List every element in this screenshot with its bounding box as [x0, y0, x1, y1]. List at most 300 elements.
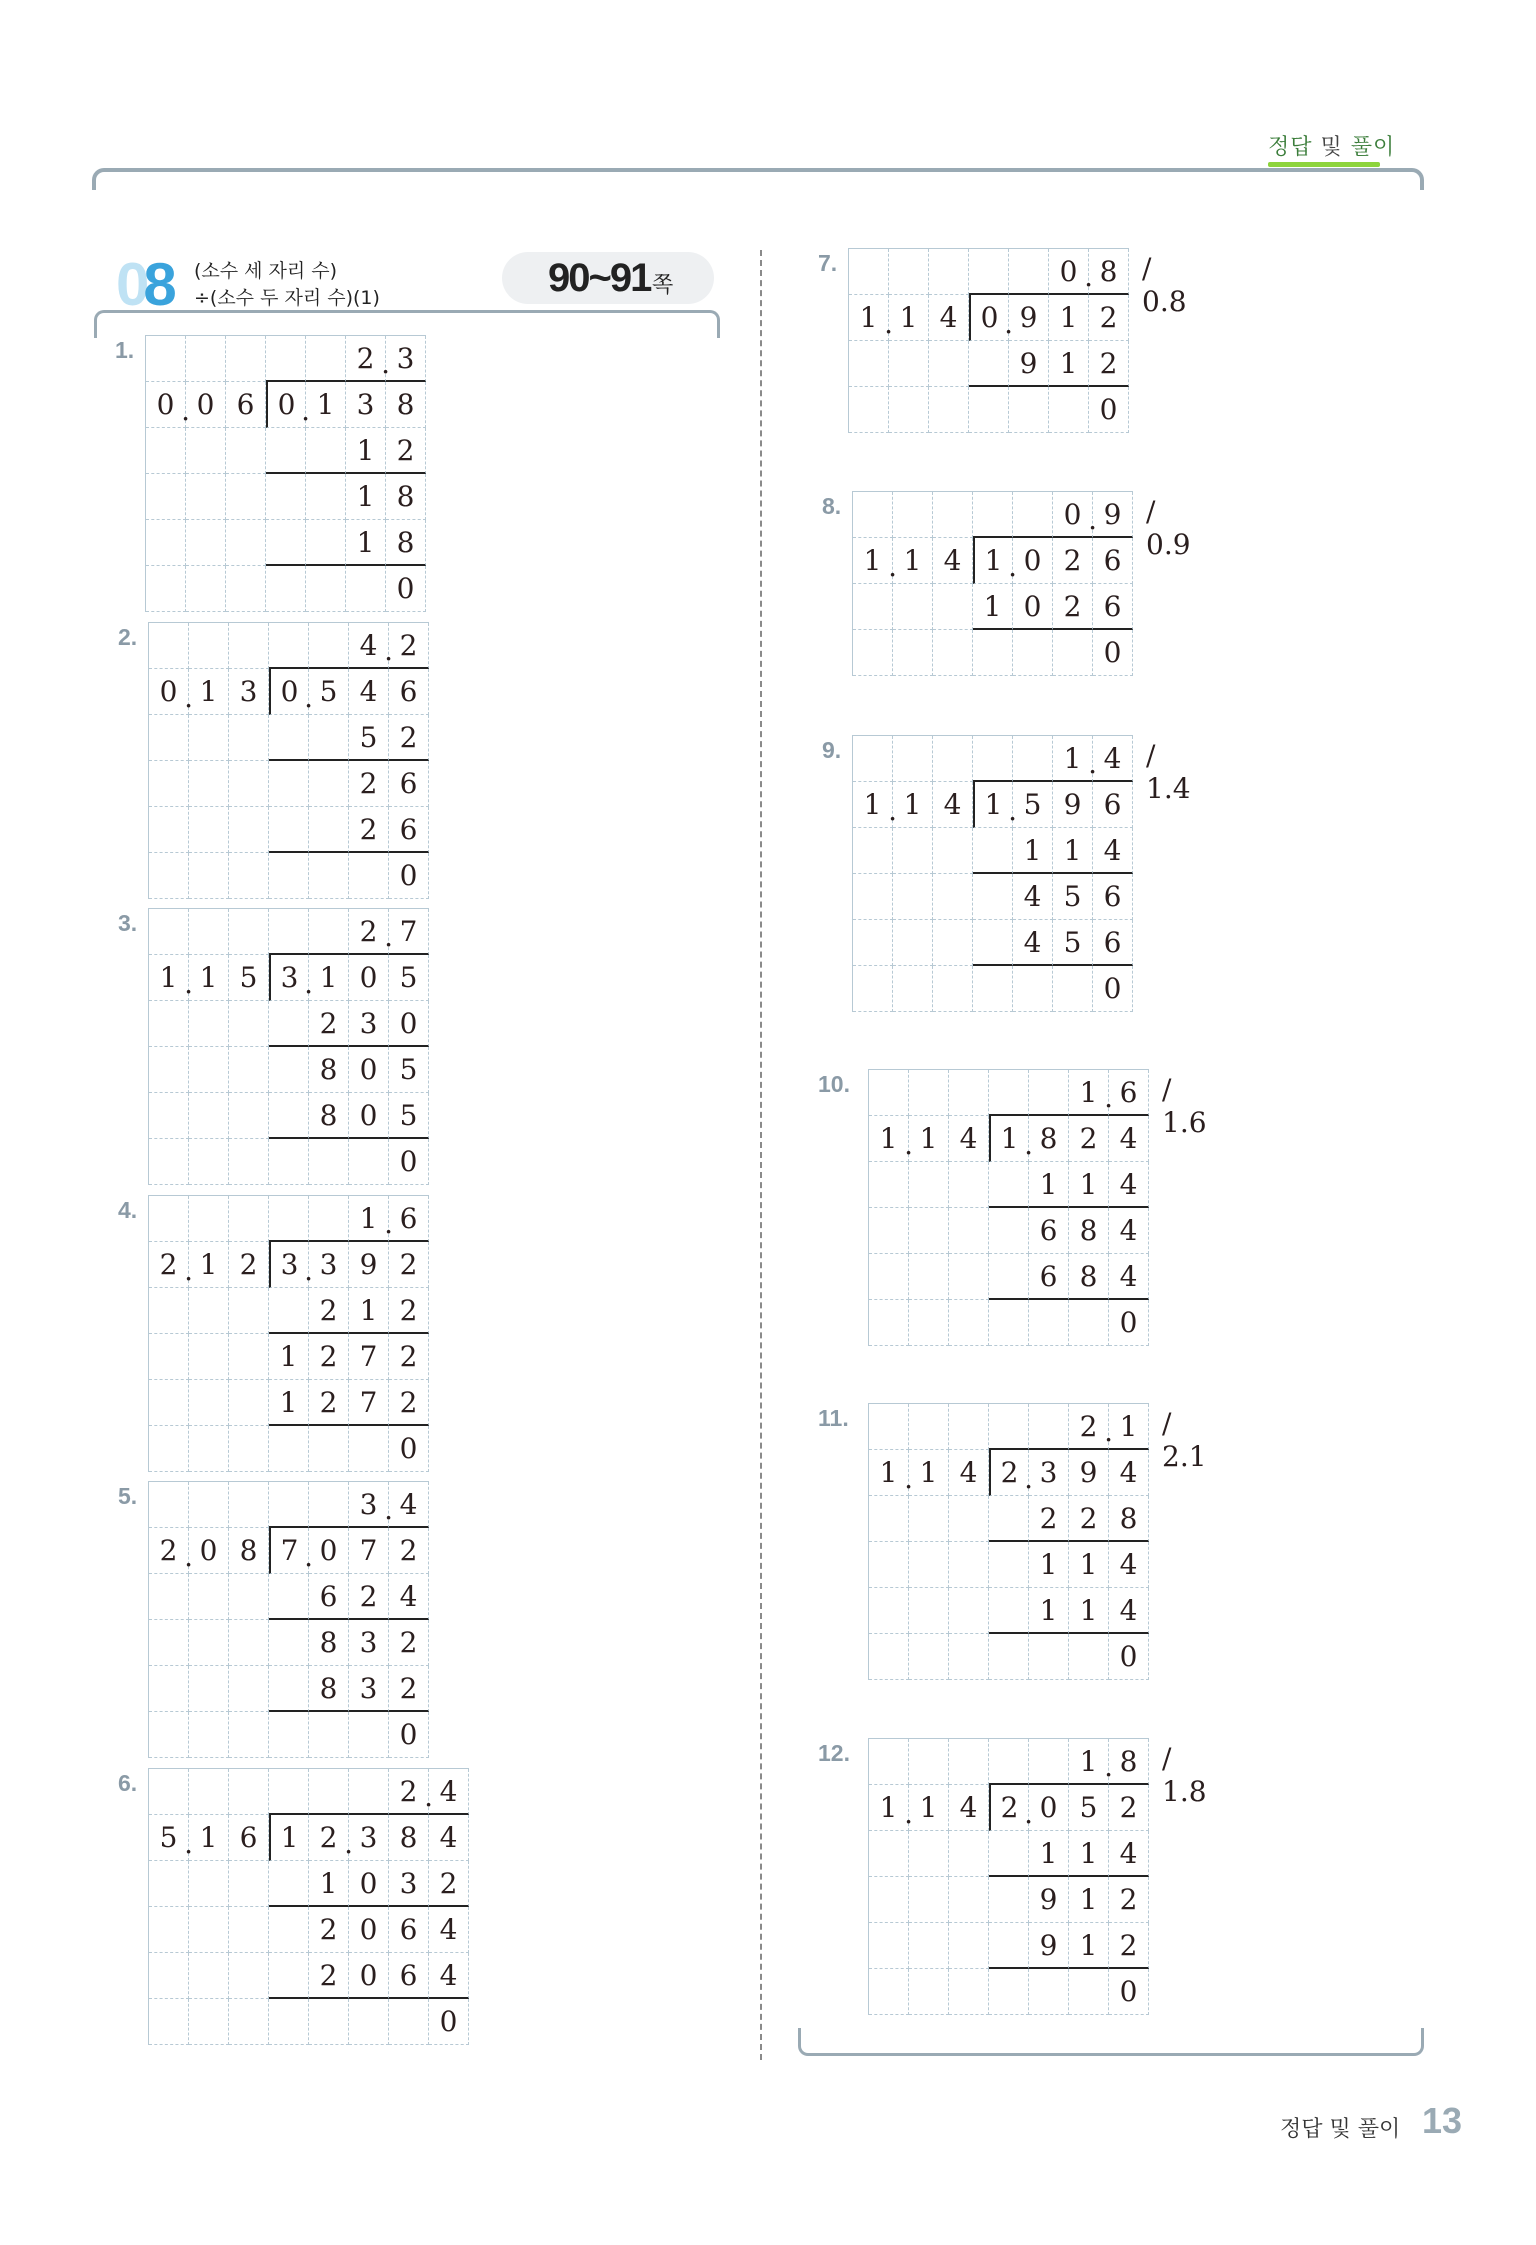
- grid-cell: 1 .: [869, 1450, 909, 1496]
- grid-cell: 1 .: [869, 1785, 909, 1831]
- grid-cell: [933, 966, 973, 1012]
- grid-cell: 6: [1093, 782, 1133, 828]
- grid-cell: [269, 807, 309, 853]
- grid-cell: 0: [389, 1139, 429, 1185]
- grid-row: [149, 955, 429, 1001]
- grid-cell: [909, 1542, 949, 1588]
- grid-cell: 1: [1069, 1831, 1109, 1877]
- long-division-grid: [868, 1738, 1149, 2015]
- grid-cell: [909, 1070, 949, 1116]
- page-number: 13: [1422, 2100, 1463, 2141]
- grid-row: [869, 1404, 1149, 1450]
- problem-number: 8.: [822, 493, 842, 519]
- grid-cell: [1029, 1969, 1069, 2015]
- grid-cell: [149, 1953, 189, 1999]
- grid-cell: 0: [349, 1861, 389, 1907]
- grid-cell: 9: [1009, 341, 1049, 387]
- grid-cell: [929, 387, 969, 433]
- grid-cell: [269, 909, 309, 955]
- grid-cell: 3: [389, 1861, 429, 1907]
- grid-cell: [226, 520, 266, 566]
- grid-cell: [309, 1712, 349, 1758]
- grid-cell: [989, 1831, 1029, 1877]
- grid-cell: 4: [389, 1482, 429, 1528]
- grid-cell: [973, 492, 1013, 538]
- grid-cell: 5: [229, 955, 269, 1001]
- grid-cell: 2: [389, 1380, 429, 1426]
- grid-cell: [266, 566, 306, 612]
- long-division-grid: [868, 1069, 1149, 1346]
- grid-cell: 6: [1093, 584, 1133, 630]
- grid-cell: [149, 1574, 189, 1620]
- grid-row: [853, 920, 1133, 966]
- grid-cell: 1: [1069, 1542, 1109, 1588]
- grid-row: [853, 538, 1133, 584]
- grid-cell: 8: [309, 1620, 349, 1666]
- grid-cell: 4: [1109, 1254, 1149, 1300]
- grid-row: [149, 1288, 429, 1334]
- grid-cell: 6: [389, 1196, 429, 1242]
- grid-cell: 2: [1089, 295, 1129, 341]
- grid-cell: 2: [1069, 1116, 1109, 1162]
- grid-cell: 3: [349, 1001, 389, 1047]
- grid-cell: [229, 1047, 269, 1093]
- grid-row: [149, 1139, 429, 1185]
- grid-row: [149, 1196, 429, 1242]
- grid-cell: 6: [1029, 1208, 1069, 1254]
- grid-cell: 9: [1069, 1450, 1109, 1496]
- grid-cell: 5: [389, 1047, 429, 1093]
- grid-cell: [349, 1426, 389, 1472]
- grid-cell: 1: [309, 1861, 349, 1907]
- grid-cell: 1: [973, 584, 1013, 630]
- grid-cell: [869, 1542, 909, 1588]
- header-title-part3: 풀이: [1350, 135, 1396, 160]
- grid-cell: [309, 623, 349, 669]
- grid-cell: [149, 715, 189, 761]
- grid-cell: 0: [386, 566, 426, 612]
- grid-row: [149, 1047, 429, 1093]
- grid-cell: [229, 1426, 269, 1472]
- grid-cell: 7 .: [269, 1528, 309, 1574]
- grid-cell: [309, 1196, 349, 1242]
- grid-cell: [229, 761, 269, 807]
- problem-number: 4.: [118, 1197, 138, 1223]
- grid-cell: 0: [1029, 1785, 1069, 1831]
- grid-cell: 2: [309, 1907, 349, 1953]
- grid-cell: [989, 1070, 1029, 1116]
- grid-cell: [949, 1254, 989, 1300]
- grid-cell: [186, 474, 226, 520]
- grid-cell: [929, 341, 969, 387]
- grid-cell: [1029, 1070, 1069, 1116]
- grid-cell: [869, 1496, 909, 1542]
- grid-cell: [973, 828, 1013, 874]
- grid-cell: 6: [1109, 1070, 1149, 1116]
- problem-number: 9.: [822, 737, 842, 763]
- grid-cell: [989, 1923, 1029, 1969]
- grid-cell: [989, 1300, 1029, 1346]
- grid-cell: [346, 566, 386, 612]
- grid-cell: [189, 1861, 229, 1907]
- grid-cell: 3: [349, 1666, 389, 1712]
- problem-number: 12.: [818, 1740, 850, 1766]
- grid-cell: 8: [229, 1528, 269, 1574]
- grid-cell: [226, 566, 266, 612]
- grid-cell: 1: [309, 955, 349, 1001]
- grid-cell: 3: [386, 336, 426, 382]
- grid-cell: [186, 520, 226, 566]
- grid-cell: [869, 1634, 909, 1680]
- grid-cell: 0: [309, 1528, 349, 1574]
- problem-number: 3.: [118, 910, 138, 936]
- grid-cell: [929, 249, 969, 295]
- grid-cell: [309, 1999, 349, 2045]
- grid-cell: [889, 341, 929, 387]
- grid-cell: 0: [1093, 630, 1133, 676]
- grid-cell: [149, 909, 189, 955]
- grid-cell: [853, 736, 893, 782]
- grid-cell: 2: [429, 1861, 469, 1907]
- grid-cell: 1: [893, 782, 933, 828]
- grid-cell: 2: [1089, 341, 1129, 387]
- grid-cell: [909, 1634, 949, 1680]
- long-division-grid: [145, 335, 426, 612]
- grid-cell: [269, 853, 309, 899]
- grid-row: [869, 1450, 1149, 1496]
- grid-row: [149, 1334, 429, 1380]
- grid-cell: [949, 1634, 989, 1680]
- grid-cell: [1009, 387, 1049, 433]
- grid-cell: [269, 1001, 309, 1047]
- grid-cell: 0: [349, 1953, 389, 1999]
- grid-cell: [893, 584, 933, 630]
- grid-cell: [306, 336, 346, 382]
- grid-cell: 2: [389, 1666, 429, 1712]
- grid-cell: 4: [933, 782, 973, 828]
- grid-row: [149, 1620, 429, 1666]
- grid-cell: 4: [1093, 828, 1133, 874]
- grid-cell: 8: [309, 1093, 349, 1139]
- grid-row: [146, 520, 426, 566]
- grid-row: [149, 1712, 429, 1758]
- grid-cell: [309, 1769, 349, 1815]
- grid-cell: 1: [1069, 1923, 1109, 1969]
- grid-cell: [869, 1404, 909, 1450]
- grid-row: [149, 1907, 469, 1953]
- grid-cell: 1: [346, 474, 386, 520]
- grid-cell: [149, 623, 189, 669]
- grid-cell: 8: [309, 1666, 349, 1712]
- answer-text: / 1.6: [1162, 1073, 1207, 1139]
- grid-cell: [969, 249, 1009, 295]
- grid-cell: 1 .: [349, 1196, 389, 1242]
- grid-cell: [1029, 1300, 1069, 1346]
- grid-cell: 4: [1109, 1542, 1149, 1588]
- grid-row: [869, 1588, 1149, 1634]
- page-unit: 쪽: [652, 272, 674, 297]
- grid-cell: 1 .: [869, 1116, 909, 1162]
- grid-row: [869, 1208, 1149, 1254]
- grid-cell: [973, 630, 1013, 676]
- grid-row: [853, 782, 1133, 828]
- grid-cell: [149, 1139, 189, 1185]
- grid-cell: [933, 630, 973, 676]
- grid-row: [849, 341, 1129, 387]
- grid-row: [869, 1116, 1149, 1162]
- grid-cell: 0 .: [149, 669, 189, 715]
- grid-cell: [149, 1907, 189, 1953]
- grid-cell: 0: [389, 1426, 429, 1472]
- problem-number: 10.: [818, 1071, 850, 1097]
- grid-cell: 7: [389, 909, 429, 955]
- grid-cell: 8: [1029, 1116, 1069, 1162]
- grid-cell: [849, 387, 889, 433]
- page-range-tag: [502, 252, 714, 304]
- grid-cell: [869, 1739, 909, 1785]
- grid-cell: 0: [1089, 387, 1129, 433]
- grid-cell: 5: [1053, 920, 1093, 966]
- grid-cell: [149, 853, 189, 899]
- grid-cell: [149, 1426, 189, 1472]
- grid-cell: [149, 1482, 189, 1528]
- grid-cell: [229, 1288, 269, 1334]
- grid-cell: 1: [1029, 1588, 1069, 1634]
- grid-cell: [189, 1482, 229, 1528]
- grid-cell: [989, 1254, 1029, 1300]
- grid-cell: 1 .: [973, 538, 1013, 584]
- grid-cell: [933, 920, 973, 966]
- grid-cell: [949, 1542, 989, 1588]
- grid-cell: 2: [349, 761, 389, 807]
- grid-cell: [229, 1482, 269, 1528]
- grid-row: [149, 1815, 469, 1861]
- grid-cell: 1: [893, 538, 933, 584]
- grid-cell: [909, 1208, 949, 1254]
- grid-cell: 2 .: [389, 1769, 429, 1815]
- grid-cell: 4: [1013, 920, 1053, 966]
- grid-cell: 9: [1093, 492, 1133, 538]
- grid-cell: 1: [1013, 828, 1053, 874]
- grid-cell: [269, 1426, 309, 1472]
- problem-number: 2.: [118, 624, 138, 650]
- grid-cell: 1 .: [853, 782, 893, 828]
- grid-cell: [969, 387, 1009, 433]
- grid-cell: [309, 909, 349, 955]
- grid-row: [149, 807, 429, 853]
- grid-cell: 1: [346, 428, 386, 474]
- grid-cell: [889, 249, 929, 295]
- grid-cell: [349, 1999, 389, 2045]
- grid-cell: 3: [349, 1815, 389, 1861]
- grid-row: [146, 428, 426, 474]
- grid-cell: 2: [1029, 1496, 1069, 1542]
- grid-cell: [269, 715, 309, 761]
- section-number: 08: [116, 251, 171, 318]
- grid-cell: [349, 1712, 389, 1758]
- grid-cell: [893, 736, 933, 782]
- grid-cell: [853, 492, 893, 538]
- grid-cell: 4: [389, 1574, 429, 1620]
- grid-cell: [869, 1300, 909, 1346]
- grid-cell: 8: [1069, 1254, 1109, 1300]
- grid-cell: 8: [1089, 249, 1129, 295]
- grid-cell: 5: [389, 1093, 429, 1139]
- grid-row: [869, 1254, 1149, 1300]
- grid-row: [149, 1953, 469, 1999]
- grid-row: [853, 874, 1133, 920]
- grid-cell: [949, 1588, 989, 1634]
- grid-cell: 1: [306, 382, 346, 428]
- grid-cell: [149, 1999, 189, 2045]
- grid-cell: [229, 1196, 269, 1242]
- grid-cell: 0: [1109, 1300, 1149, 1346]
- grid-cell: [269, 1093, 309, 1139]
- grid-cell: 2 .: [149, 1528, 189, 1574]
- grid-cell: 8: [386, 382, 426, 428]
- grid-cell: 5: [1013, 782, 1053, 828]
- grid-cell: 4: [949, 1785, 989, 1831]
- grid-cell: 2: [1053, 584, 1093, 630]
- grid-cell: 2: [309, 1334, 349, 1380]
- grid-cell: 2 .: [346, 336, 386, 382]
- grid-cell: 4: [349, 669, 389, 715]
- grid-cell: 9: [1029, 1923, 1069, 1969]
- grid-cell: [949, 1300, 989, 1346]
- grid-cell: [1013, 630, 1053, 676]
- grid-cell: 2: [1109, 1877, 1149, 1923]
- grid-row: [853, 966, 1133, 1012]
- grid-cell: [189, 1712, 229, 1758]
- grid-cell: [989, 1969, 1029, 2015]
- grid-cell: [973, 966, 1013, 1012]
- grid-cell: [189, 1380, 229, 1426]
- grid-cell: [1049, 387, 1089, 433]
- grid-cell: [349, 853, 389, 899]
- grid-row: [149, 1769, 469, 1815]
- grid-cell: [989, 1208, 1029, 1254]
- grid-cell: 3: [229, 669, 269, 715]
- grid-cell: [909, 1254, 949, 1300]
- grid-cell: [989, 1542, 1029, 1588]
- section-heading: [110, 250, 720, 318]
- grid-cell: [949, 1831, 989, 1877]
- grid-row: [869, 1162, 1149, 1208]
- grid-cell: [266, 428, 306, 474]
- grid-cell: [189, 909, 229, 955]
- grid-cell: 1: [189, 1242, 229, 1288]
- grid-cell: 1: [909, 1116, 949, 1162]
- grid-cell: 1 .: [1069, 1739, 1109, 1785]
- grid-cell: [226, 474, 266, 520]
- grid-cell: [229, 807, 269, 853]
- grid-cell: [309, 715, 349, 761]
- grid-cell: 0 .: [969, 295, 1009, 341]
- grid-cell: 0: [389, 1001, 429, 1047]
- grid-cell: [869, 1254, 909, 1300]
- grid-cell: [229, 1861, 269, 1907]
- grid-cell: 1 .: [1053, 736, 1093, 782]
- grid-row: [149, 1482, 429, 1528]
- grid-cell: [189, 853, 229, 899]
- grid-cell: 4: [429, 1769, 469, 1815]
- grid-cell: [229, 1093, 269, 1139]
- grid-cell: 3: [309, 1242, 349, 1288]
- grid-cell: [189, 807, 229, 853]
- grid-cell: 3: [346, 382, 386, 428]
- grid-cell: [893, 630, 933, 676]
- long-division-grid: [868, 1403, 1149, 1680]
- grid-cell: [189, 1139, 229, 1185]
- grid-cell: [229, 1907, 269, 1953]
- grid-cell: [229, 1139, 269, 1185]
- grid-cell: 2: [309, 1001, 349, 1047]
- grid-cell: [849, 249, 889, 295]
- right-column-bracket: [798, 2028, 1424, 2056]
- grid-cell: 0 .: [266, 382, 306, 428]
- grid-cell: [269, 1769, 309, 1815]
- grid-cell: [306, 428, 346, 474]
- grid-cell: 4: [1109, 1162, 1149, 1208]
- grid-cell: [226, 428, 266, 474]
- grid-cell: 1: [269, 1380, 309, 1426]
- grid-cell: [229, 1953, 269, 1999]
- answer-text: / 0.9: [1146, 495, 1191, 561]
- grid-cell: [149, 1001, 189, 1047]
- grid-cell: [1029, 1739, 1069, 1785]
- grid-cell: 0: [1109, 1969, 1149, 2015]
- grid-row: [869, 1542, 1149, 1588]
- grid-cell: 1: [189, 669, 229, 715]
- grid-cell: [149, 761, 189, 807]
- grid-row: [849, 387, 1129, 433]
- section-title-line1: (소수 세 자리 수): [194, 260, 338, 282]
- grid-cell: [973, 874, 1013, 920]
- grid-cell: [973, 920, 1013, 966]
- grid-cell: [1013, 966, 1053, 1012]
- grid-cell: [933, 828, 973, 874]
- grid-cell: [949, 1877, 989, 1923]
- grid-cell: 2 .: [149, 1242, 189, 1288]
- grid-cell: 2: [389, 1620, 429, 1666]
- header-title-part2: 및: [1320, 135, 1343, 160]
- grid-cell: [949, 1070, 989, 1116]
- grid-row: [146, 336, 426, 382]
- grid-cell: [229, 1712, 269, 1758]
- grid-cell: [149, 1288, 189, 1334]
- grid-cell: [266, 474, 306, 520]
- grid-cell: 9: [1009, 295, 1049, 341]
- grid-cell: [853, 584, 893, 630]
- grid-cell: [189, 1620, 229, 1666]
- grid-cell: 1 .: [853, 538, 893, 584]
- grid-cell: [909, 1739, 949, 1785]
- grid-cell: [269, 623, 309, 669]
- grid-row: [869, 1969, 1149, 2015]
- grid-cell: [349, 1769, 389, 1815]
- grid-cell: [969, 341, 1009, 387]
- grid-cell: [989, 1404, 1029, 1450]
- grid-row: [853, 736, 1133, 782]
- grid-cell: [893, 966, 933, 1012]
- grid-cell: [853, 828, 893, 874]
- long-division-grid: [148, 1195, 429, 1472]
- grid-cell: 1: [1029, 1831, 1069, 1877]
- grid-cell: 2: [1109, 1785, 1149, 1831]
- grid-cell: [869, 1831, 909, 1877]
- grid-cell: [853, 874, 893, 920]
- grid-cell: [229, 853, 269, 899]
